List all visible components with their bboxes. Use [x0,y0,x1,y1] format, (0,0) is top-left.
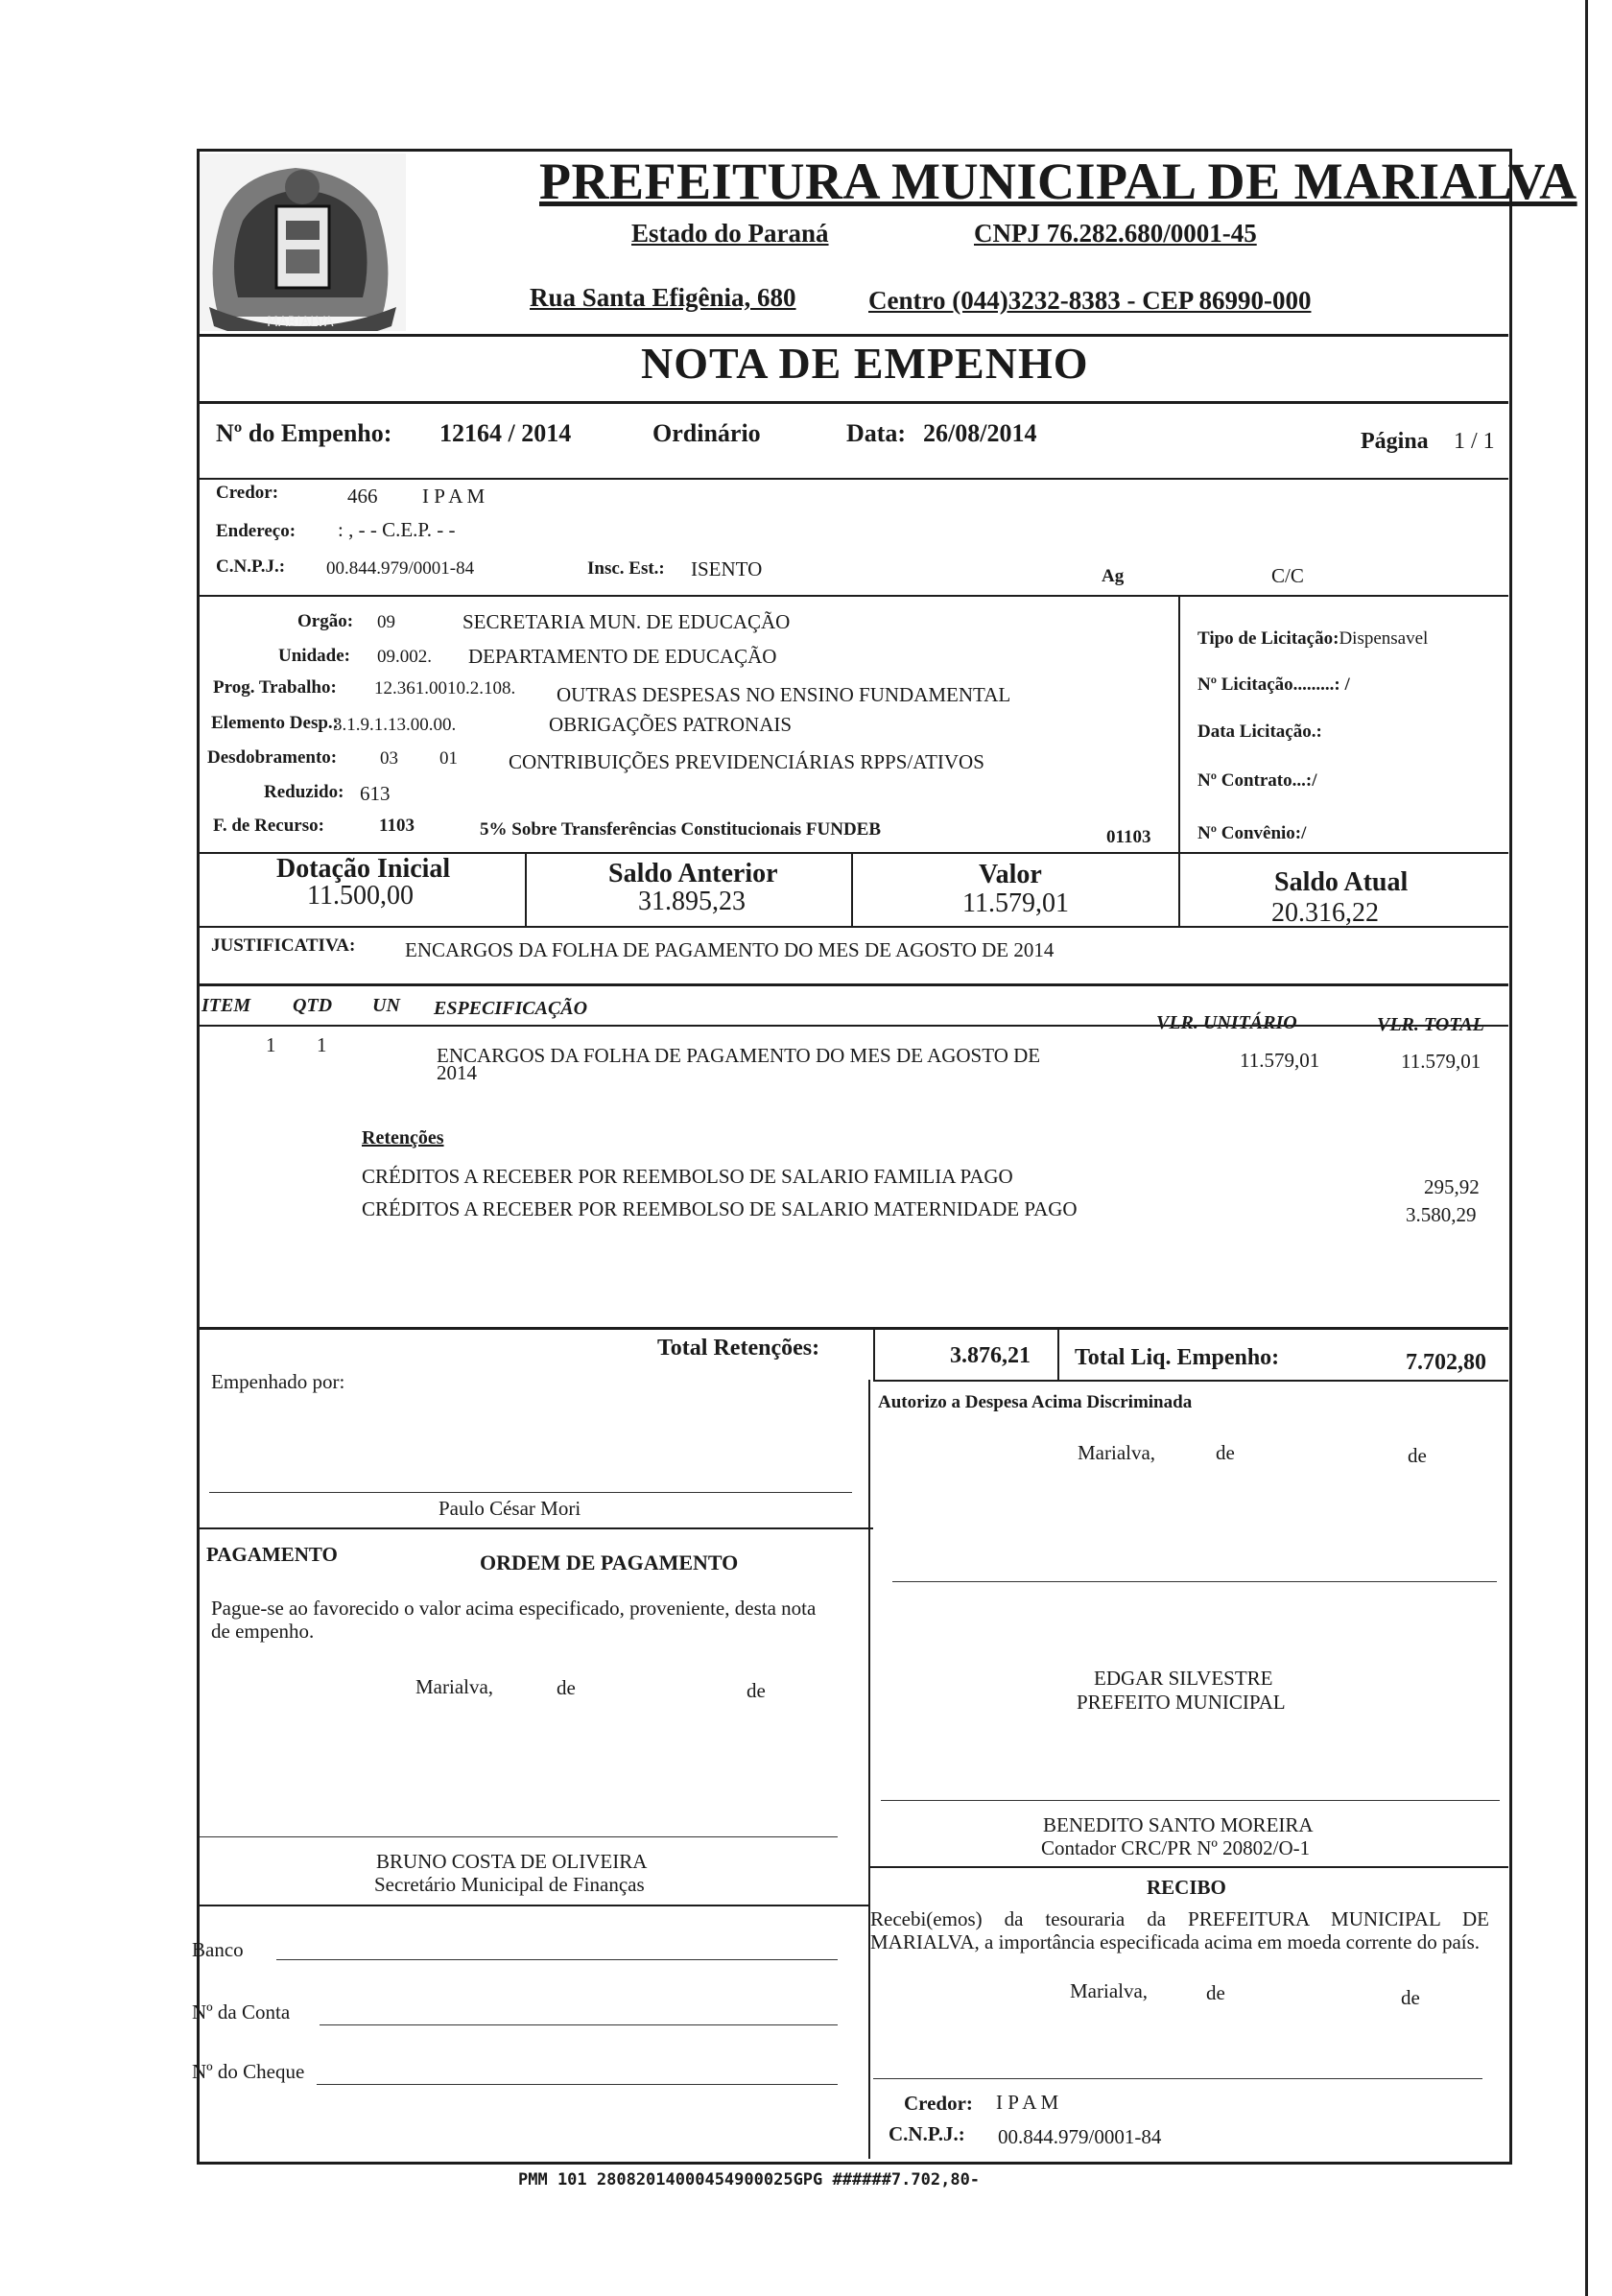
recibo-city: Marialva, [1070,1979,1149,2002]
recurso-code: 1103 [379,816,415,836]
dotacao-value: 11.500,00 [307,881,414,911]
item-unit-value: 11.579,01 [1240,1049,1320,1072]
desdobramento-code2: 01 [439,748,458,769]
autorizo-label: Autorizo a Despesa Acima Discriminada [878,1392,1193,1412]
credor-cnpj: 00.844.979/0001-84 [326,558,475,579]
unidade-code: 09.002. [377,647,432,667]
autorizo-de1: de [1216,1441,1235,1464]
banco-field[interactable] [276,1959,838,1960]
recibo-de1: de [1206,1981,1225,2004]
pagamento-text: Pague-se ao favorecido o valor acima especificado, proveniente, desta nota de empenho. [211,1597,817,1643]
desdobramento-label: Desdobramento: [207,747,338,768]
saldo-anterior-value: 31.895,23 [638,887,746,916]
footer-code: PMM 101 28082014000454900025GPG ######7.702,80- [518,2170,981,2189]
col-item: ITEM [202,995,251,1016]
prefeito-signature-line[interactable] [892,1581,1497,1582]
prog-name: OUTRAS DESPESAS NO ENSINO FUNDAMENTAL [557,683,1011,706]
retencao-row-2-desc: CRÉDITOS A RECEBER POR REEMBOLSO DE SALARIO MATERNIDADE PAGO [362,1197,1078,1220]
financas-signature-line[interactable] [200,1836,838,1837]
recibo-text: Recebi(emos) da tesouraria da PREFEITURA MUNICIPAL DE MARIALVA, a importância especificada acima em moeda corrente do país. [870,1907,1489,1953]
valor-value: 11.579,01 [962,888,1069,918]
recibo-credor-label: Credor: [904,2092,973,2115]
empenhado-name: Paulo César Mori [439,1497,581,1520]
recurso-label: F. de Recurso: [213,816,324,836]
reduzido-label: Reduzido: [264,782,344,802]
recibo-title: RECIBO [1147,1876,1226,1899]
credor-address: : , - - C.E.P. - - [338,518,456,541]
insc-label: Insc. Est.: [587,558,665,579]
licitacao-tipo: Tipo de Licitação:Dispensavel [1197,628,1429,649]
credor-name: I P A M [422,485,486,508]
pagamento-label: PAGAMENTO [206,1543,338,1566]
total-liquido-value: 7.702,80 [1406,1350,1486,1375]
retencao-row-1-desc: CRÉDITOS A RECEBER POR REEMBOLSO DE SALARIO FAMILIA PAGO [362,1165,1013,1188]
licitacao-data: Data Licitação.: [1197,722,1322,742]
elemento-label: Elemento Desp.: [211,713,339,733]
credor-cnpj-label: C.N.P.J.: [216,556,286,577]
address-street: Rua Santa Efigênia, 680 [530,283,796,312]
autorizo-de2: de [1408,1444,1427,1467]
item-spec-line1: ENCARGOS DA FOLHA DE PAGAMENTO DO MES DE AGOSTO DE [437,1044,1041,1067]
contrato-number: Nº Contrato...:/ [1197,770,1317,791]
date-label: Data: [846,419,907,447]
document-title: NOTA DE EMPENHO [641,339,1089,388]
insc-value: ISENTO [691,557,763,580]
saldo-atual-value: 20.316,22 [1271,898,1379,928]
page-label: Página [1361,429,1429,454]
desdobramento-name: CONTRIBUIÇÕES PREVIDENCIÁRIAS RPPS/ATIVOS [509,750,984,773]
desdobramento-code1: 03 [380,748,398,769]
recibo-credor-name: I P A M [996,2091,1059,2114]
convenio-number: Nº Convênio:/ [1197,823,1307,843]
total-retencoes-value: 3.876,21 [950,1343,1031,1368]
empenho-type: Ordinário [652,419,761,447]
retencao-row-1-value: 295,92 [1424,1175,1480,1198]
col-vlr-unitario: VLR. UNITÁRIO [1156,1012,1297,1033]
ordem-pagamento-label: ORDEM DE PAGAMENTO [480,1550,739,1574]
retencoes-title: Retenções [362,1127,444,1148]
financas-role: Secretário Municipal de Finanças [374,1873,645,1896]
contador-signature-line[interactable] [881,1800,1500,1801]
state-label: Estado do Paraná [631,219,829,248]
total-retencoes-label: Total Retenções: [657,1336,820,1361]
prefeito-name: EDGAR SILVESTRE [1094,1667,1273,1690]
licitacao-numero: Nº Licitação.........: / [1197,675,1350,695]
page-number: 1 / 1 [1454,429,1495,454]
elemento-code: 3.1.9.1.13.00.00. [333,715,457,735]
col-qtd: QTD [293,995,333,1016]
pagamento-de1: de [557,1676,576,1699]
justificativa-text: ENCARGOS DA FOLHA DE PAGAMENTO DO MES DE AGOSTO DE 2014 [405,938,1055,961]
saldo-atual-label: Saldo Atual [1274,867,1409,897]
credor-label: Credor: [216,483,279,503]
address-label: Endereço: [216,521,296,541]
recibo-signature-line[interactable] [873,2078,1482,2079]
col-un: UN [372,995,400,1016]
cc-label: C/C [1271,564,1304,587]
empenho-date: 26/08/2014 [923,419,1037,447]
address-area: Centro (044)3232-8383 - CEP 86990-000 [868,286,1312,315]
recurso-name: 5% Sobre Transferências Constitucionais FUNDEB [480,819,882,840]
orgao-name: SECRETARIA MUN. DE EDUCAÇÃO [462,610,791,633]
unidade-label: Unidade: [278,646,350,666]
credor-code: 466 [347,485,378,508]
retencao-row-2-value: 3.580,29 [1406,1203,1477,1226]
conta-field[interactable] [320,2024,838,2025]
dotacao-label: Dotação Inicial [276,854,451,884]
col-vlr-total: VLR. TOTAL [1377,1014,1484,1035]
pagamento-de2: de [747,1679,766,1702]
cheque-label: Nº do Cheque [192,2060,305,2083]
cheque-field[interactable] [317,2084,838,2085]
item-spec-line2: 2014 [437,1061,477,1084]
contador-role: Contador CRC/PR Nº 20802/O-1 [1041,1836,1311,1859]
pagamento-city: Marialva, [415,1675,494,1698]
empenhado-signature-line[interactable] [209,1492,852,1493]
unidade-name: DEPARTAMENTO DE EDUCAÇÃO [468,645,777,668]
valor-label: Valor [979,860,1042,889]
orgao-code: 09 [377,612,395,632]
autorizo-city: Marialva, [1078,1441,1156,1464]
contador-name: BENEDITO SANTO MOREIRA [1043,1813,1314,1836]
prog-label: Prog. Trabalho: [213,677,337,698]
recibo-cnpj-label: C.N.P.J.: [889,2122,965,2145]
banco-label: Banco [192,1938,244,1961]
empenhado-label: Empenhado por: [211,1370,345,1393]
prefeito-role: PREFEITO MUNICIPAL [1077,1691,1286,1714]
prog-code: 12.361.0010.2.108. [374,678,516,698]
recurso-id: 01103 [1106,827,1151,847]
recibo-cnpj: 00.844.979/0001-84 [998,2125,1162,2148]
empenho-number: 12164 / 2014 [439,419,572,447]
orgao-label: Orgão: [297,611,354,631]
item-total-value: 11.579,01 [1401,1050,1482,1073]
svg-text:MARIALVA: MARIALVA [267,315,334,330]
recibo-de2: de [1401,1986,1420,2009]
ag-label: Ag [1102,566,1125,586]
item-number: 1 [266,1033,276,1056]
item-qtd: 1 [317,1033,327,1056]
conta-label: Nº da Conta [192,2000,291,2024]
reduzido-value: 613 [360,782,391,805]
cnpj-header: CNPJ 76.282.680/0001-45 [974,219,1257,248]
justificativa-label: JUSTIFICATIVA: [211,935,356,956]
financas-name: BRUNO COSTA DE OLIVEIRA [376,1850,648,1873]
saldo-anterior-label: Saldo Anterior [608,859,778,888]
empenho-number-label: Nº do Empenho: [216,419,392,447]
page-title: PREFEITURA MUNICIPAL DE MARIALVA [539,153,1577,210]
elemento-name: OBRIGAÇÕES PATRONAIS [549,713,793,736]
col-especificacao: ESPECIFICAÇÃO [434,998,588,1019]
total-liquido-label: Total Liq. Empenho: [1075,1345,1280,1370]
